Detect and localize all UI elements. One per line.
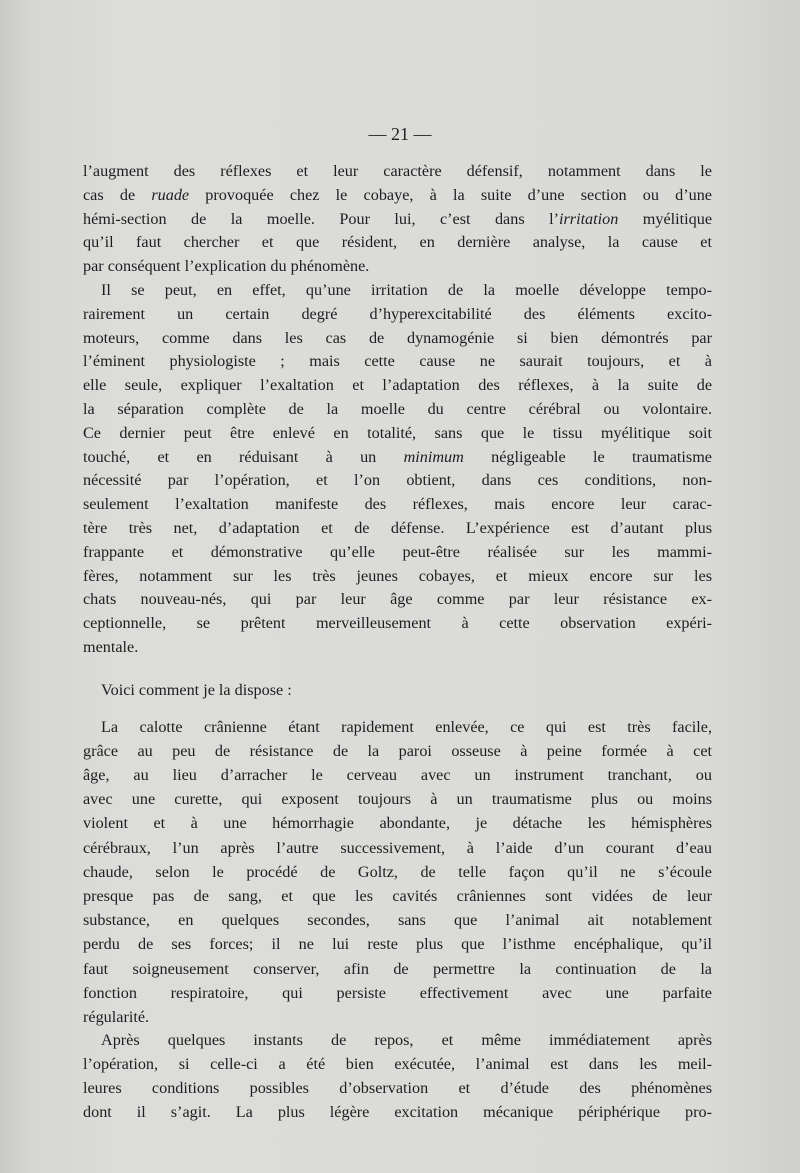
text-line [83, 932, 712, 956]
text-segment: La calotte crânienne étant rapidement enlevée, ce qui est très facile, [101, 717, 712, 736]
text-line [83, 957, 712, 981]
text-segment: négligeable le traumatisme [463, 447, 712, 466]
text-segment: avec une curette, qui exposent toujours à un traumatisme plus ou moins [83, 790, 712, 809]
text-line [83, 1101, 712, 1125]
text-line [83, 517, 712, 541]
text-segment: rairement un certain degré d’hyperexcitabilité des éléments excito- [83, 304, 712, 323]
page-number: — 21 — [368, 124, 432, 144]
paragraph [83, 679, 712, 703]
italic-text: irritation [558, 209, 619, 228]
text-line [83, 469, 712, 493]
text-line [83, 612, 712, 636]
text-line [83, 446, 712, 470]
text-line [83, 565, 712, 589]
text-line [83, 350, 712, 374]
text-segment: âge, au lieu d’arracher le cerveau avec un instrument tranchant, ou [83, 765, 712, 784]
text-segment: chats nouveau-nés, qui par leur âge comme par leur résistance ex- [83, 590, 712, 609]
text-segment: cérébraux, l’un après l’autre successivement, à l’aide d’un courant d’eau [83, 838, 712, 857]
text-line [83, 422, 712, 446]
text-segment: myélitique [618, 209, 713, 228]
text-line [83, 231, 712, 255]
text-line [83, 908, 712, 932]
text-segment: moteurs, comme dans les cas de dynamogénie si bien démontrés par [83, 328, 712, 347]
text-segment: la séparation complète de la moelle du centre cérébral ou volontaire. [83, 399, 712, 418]
text-line [83, 763, 712, 787]
text-line [83, 715, 712, 739]
text-line [83, 884, 712, 908]
text-segment: fères, notamment sur les très jeunes cobayes, et mieux encore sur les [83, 566, 712, 585]
text-segment: frappante et démonstrative qu’elle peut-être réalisée sur les mammi- [83, 542, 712, 561]
text-segment: Après quelques instants de repos, et même immédiatement après [101, 1031, 712, 1050]
text-line [83, 787, 712, 811]
text-segment: chaude, selon le procédé de Goltz, de telle façon qu’il ne s’écoule [83, 862, 712, 881]
text-segment: seulement l’exaltation manifeste des réflexes, mais encore leur carac- [83, 495, 712, 514]
text-segment: Il se peut, en effet, qu’une irritation de la moelle développe tempo- [101, 280, 712, 299]
text-line [83, 255, 712, 279]
text-segment: presque pas de sang, et que les cavités crâniennes sont vidées de leur [83, 886, 712, 905]
text-line [83, 1005, 712, 1029]
text-line [83, 636, 712, 660]
text-segment: perdu de ses forces; il ne lui reste plus que l’isthme encéphalique, qu’il [83, 935, 712, 954]
text-segment: l’opération, si celle-ci a été bien exécutée, l’animal est dans les meil- [83, 1054, 712, 1073]
text-line [83, 398, 712, 422]
text-segment: hémi-section de la moelle. Pour lui, c’est dans l’ [83, 209, 559, 228]
italic-text: minimum [403, 447, 464, 466]
text-line [83, 811, 712, 835]
text-line [83, 541, 712, 565]
text-segment: leures conditions possibles d’observation et d’étude des phénomènes [83, 1078, 712, 1097]
text-line [83, 374, 712, 398]
text-line [83, 588, 712, 612]
text-line [83, 160, 712, 184]
text-segment: qu’il faut chercher et que résident, en dernière analyse, la cause et [83, 233, 712, 252]
text-line [83, 860, 712, 884]
paragraph [83, 1029, 712, 1124]
paragraph [83, 160, 712, 279]
text-segment: dont il s’agit. La plus légère excitation mécanique périphérique pro- [83, 1102, 712, 1121]
text-segment: elle seule, expliquer l’exaltation et l’adaptation des réflexes, à la suite de [83, 376, 712, 395]
text-segment: substance, en quelques secondes, sans que l’animal ait notablement [83, 911, 712, 930]
text-segment: régularité. [83, 1007, 150, 1026]
text-segment: par conséquent l’explication du phénomène. [83, 257, 370, 276]
text-segment: mentale. [83, 637, 139, 656]
text-line [83, 1077, 712, 1101]
text-line [83, 184, 712, 208]
text-segment: touché, et en réduisant à un [83, 447, 404, 466]
text-segment: l’augment des réflexes et leur caractère défensif, notamment dans le [83, 162, 712, 180]
text-line [83, 981, 712, 1005]
text-line [83, 1029, 712, 1053]
text-segment: provoquée chez le cobaye, à la suite d’une section ou d’une [189, 185, 712, 204]
text-segment: tère très net, d’adaptation et de défense. L’expérience est d’autant plus [83, 518, 712, 537]
text-line [83, 303, 712, 327]
paragraph [83, 715, 712, 1030]
text-segment: fonction respiratoire, qui persiste effectivement avec une parfaite [83, 983, 712, 1002]
body-text [83, 160, 712, 1124]
text-line [83, 739, 712, 763]
text-segment: Voici comment je la dispose : [101, 680, 292, 699]
text-line [83, 679, 712, 703]
text-line [83, 279, 712, 303]
text-line [83, 493, 712, 517]
text-line [83, 327, 712, 351]
text-line [83, 1053, 712, 1077]
text-segment: nécessité par l’opération, et l’on obtient, dans ces conditions, non- [83, 471, 712, 490]
text-line [83, 208, 712, 232]
text-line [83, 836, 712, 860]
text-segment: l’éminent physiologiste ; mais cette cause ne saurait toujours, et à [83, 352, 712, 371]
text-segment: cas de [83, 185, 152, 204]
paragraph [83, 279, 712, 660]
text-segment: grâce au peu de résistance de la paroi osseuse à peine formée à cet [83, 741, 712, 760]
italic-text: ruade [151, 185, 190, 204]
text-segment: ceptionnelle, se prêtent merveilleusement à cette observation expéri- [83, 614, 712, 633]
text-segment: faut soigneusement conserver, afin de permettre la continuation de la [83, 959, 712, 978]
text-segment: violent et à une hémorrhagie abondante, je détache les hémisphères [83, 814, 712, 833]
text-segment: Ce dernier peut être enlevé en totalité, sans que le tissu myélitique soit [83, 423, 712, 442]
